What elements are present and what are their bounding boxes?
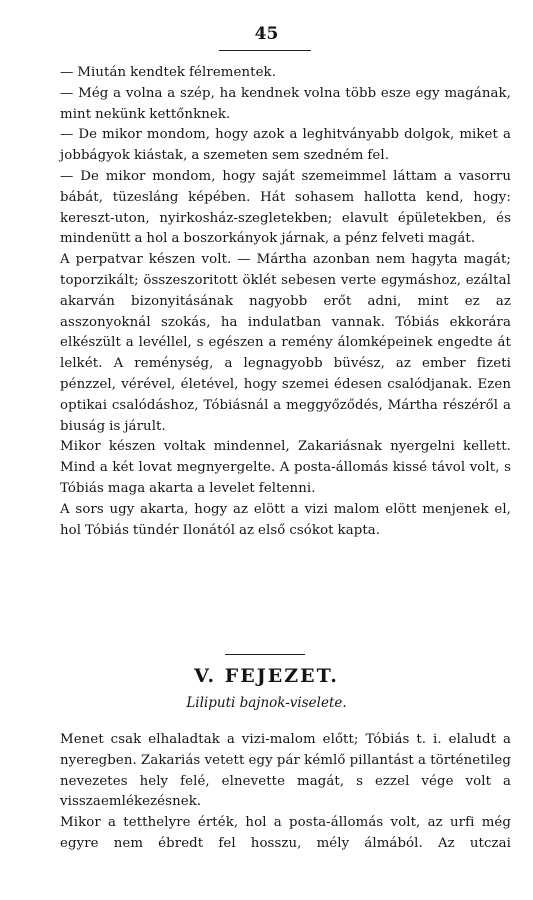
chapter-text: [60, 730, 511, 855]
paragraph: — Még a volna a szép, ha kendnek volna több esze egy magának, mint nekünk kettőnknek.: [60, 85, 511, 122]
paragraph: Mikor a tetthelyre érték, hol a posta-állomás volt, az urfi még egyre nem ébredt fel hosszu, mély álmából. Az utczai: [60, 815, 511, 851]
paragraph: Menet csak elhaladtak a vizi-malom előtt; Tóbiás t. i. elaludt a nyeregben. Zakariás vetett egy pár kémlő pillantást a történetileg nevezetes hely felé, elnevette magát, s ezzel vége volt a visszaemlékezésnek.: [60, 732, 511, 810]
paragraph: Mikor készen voltak mindennel, Zakariásnak nyergelni kellett. Mind a két lovat megnyergelte. A posta-állomás kissé távol volt, s Tóbiás maga akarta a levelet feltenni.: [60, 439, 511, 496]
paragraph: A sors ugy akarta, hogy az elött a vizi malom elött menjenek el, hol Tóbiás tündér Ilonától az első csókot kapta.: [60, 501, 511, 538]
main-text: [60, 63, 511, 541]
chapter-divider-rule: [225, 654, 305, 655]
paragraph: — Miután kendtek félrementek.: [60, 65, 277, 80]
paragraph: A perpatvar készen volt. — Mártha azonban nem hagyta magát; toporzikált; összeszoritott öklét sebesen verte egymáshoz, ezáltal akarván bizonyitásának nagyobb erőt adni, mint ez az asszonyoknál szokás, ha indulatban vannak. Tóbiás ekkorára elkészült a levéllel, s egészen a remény álomképeinek engedte át lelkét. A reménység, a legnagyobb büvész, az ember fizeti pénzzel, vérével, életével, hogy szemei édesen csalódjanak. Ezen optikai csalódáshoz, Tóbiásnál a meggyőződés, Mártha részéről a biuság is járult.: [60, 252, 511, 434]
chapter-subtitle: Liliputi bajnok-viselete.: [186, 695, 347, 711]
chapter-heading: V. FEJEZET.: [194, 665, 339, 687]
page-number: 45: [254, 24, 279, 44]
paragraph: — De mikor mondom, hogy azok a leghitványabb dolgok, miket a jobbágyok kiástak, a szemeten sem szedném fel.: [60, 127, 511, 164]
paragraph: — De mikor mondom, hogy saját szemeimmel láttam a vasorru bábát, tüzesláng képében. Hát sohasem hallotta kend, hogy: kereszt-uton, nyirkosház-szegletekben; elavult épületekben, és mindenütt a hol a boszorkányok járnak, a pénz felveti magát.: [60, 168, 511, 247]
header-rule: [219, 50, 311, 51]
